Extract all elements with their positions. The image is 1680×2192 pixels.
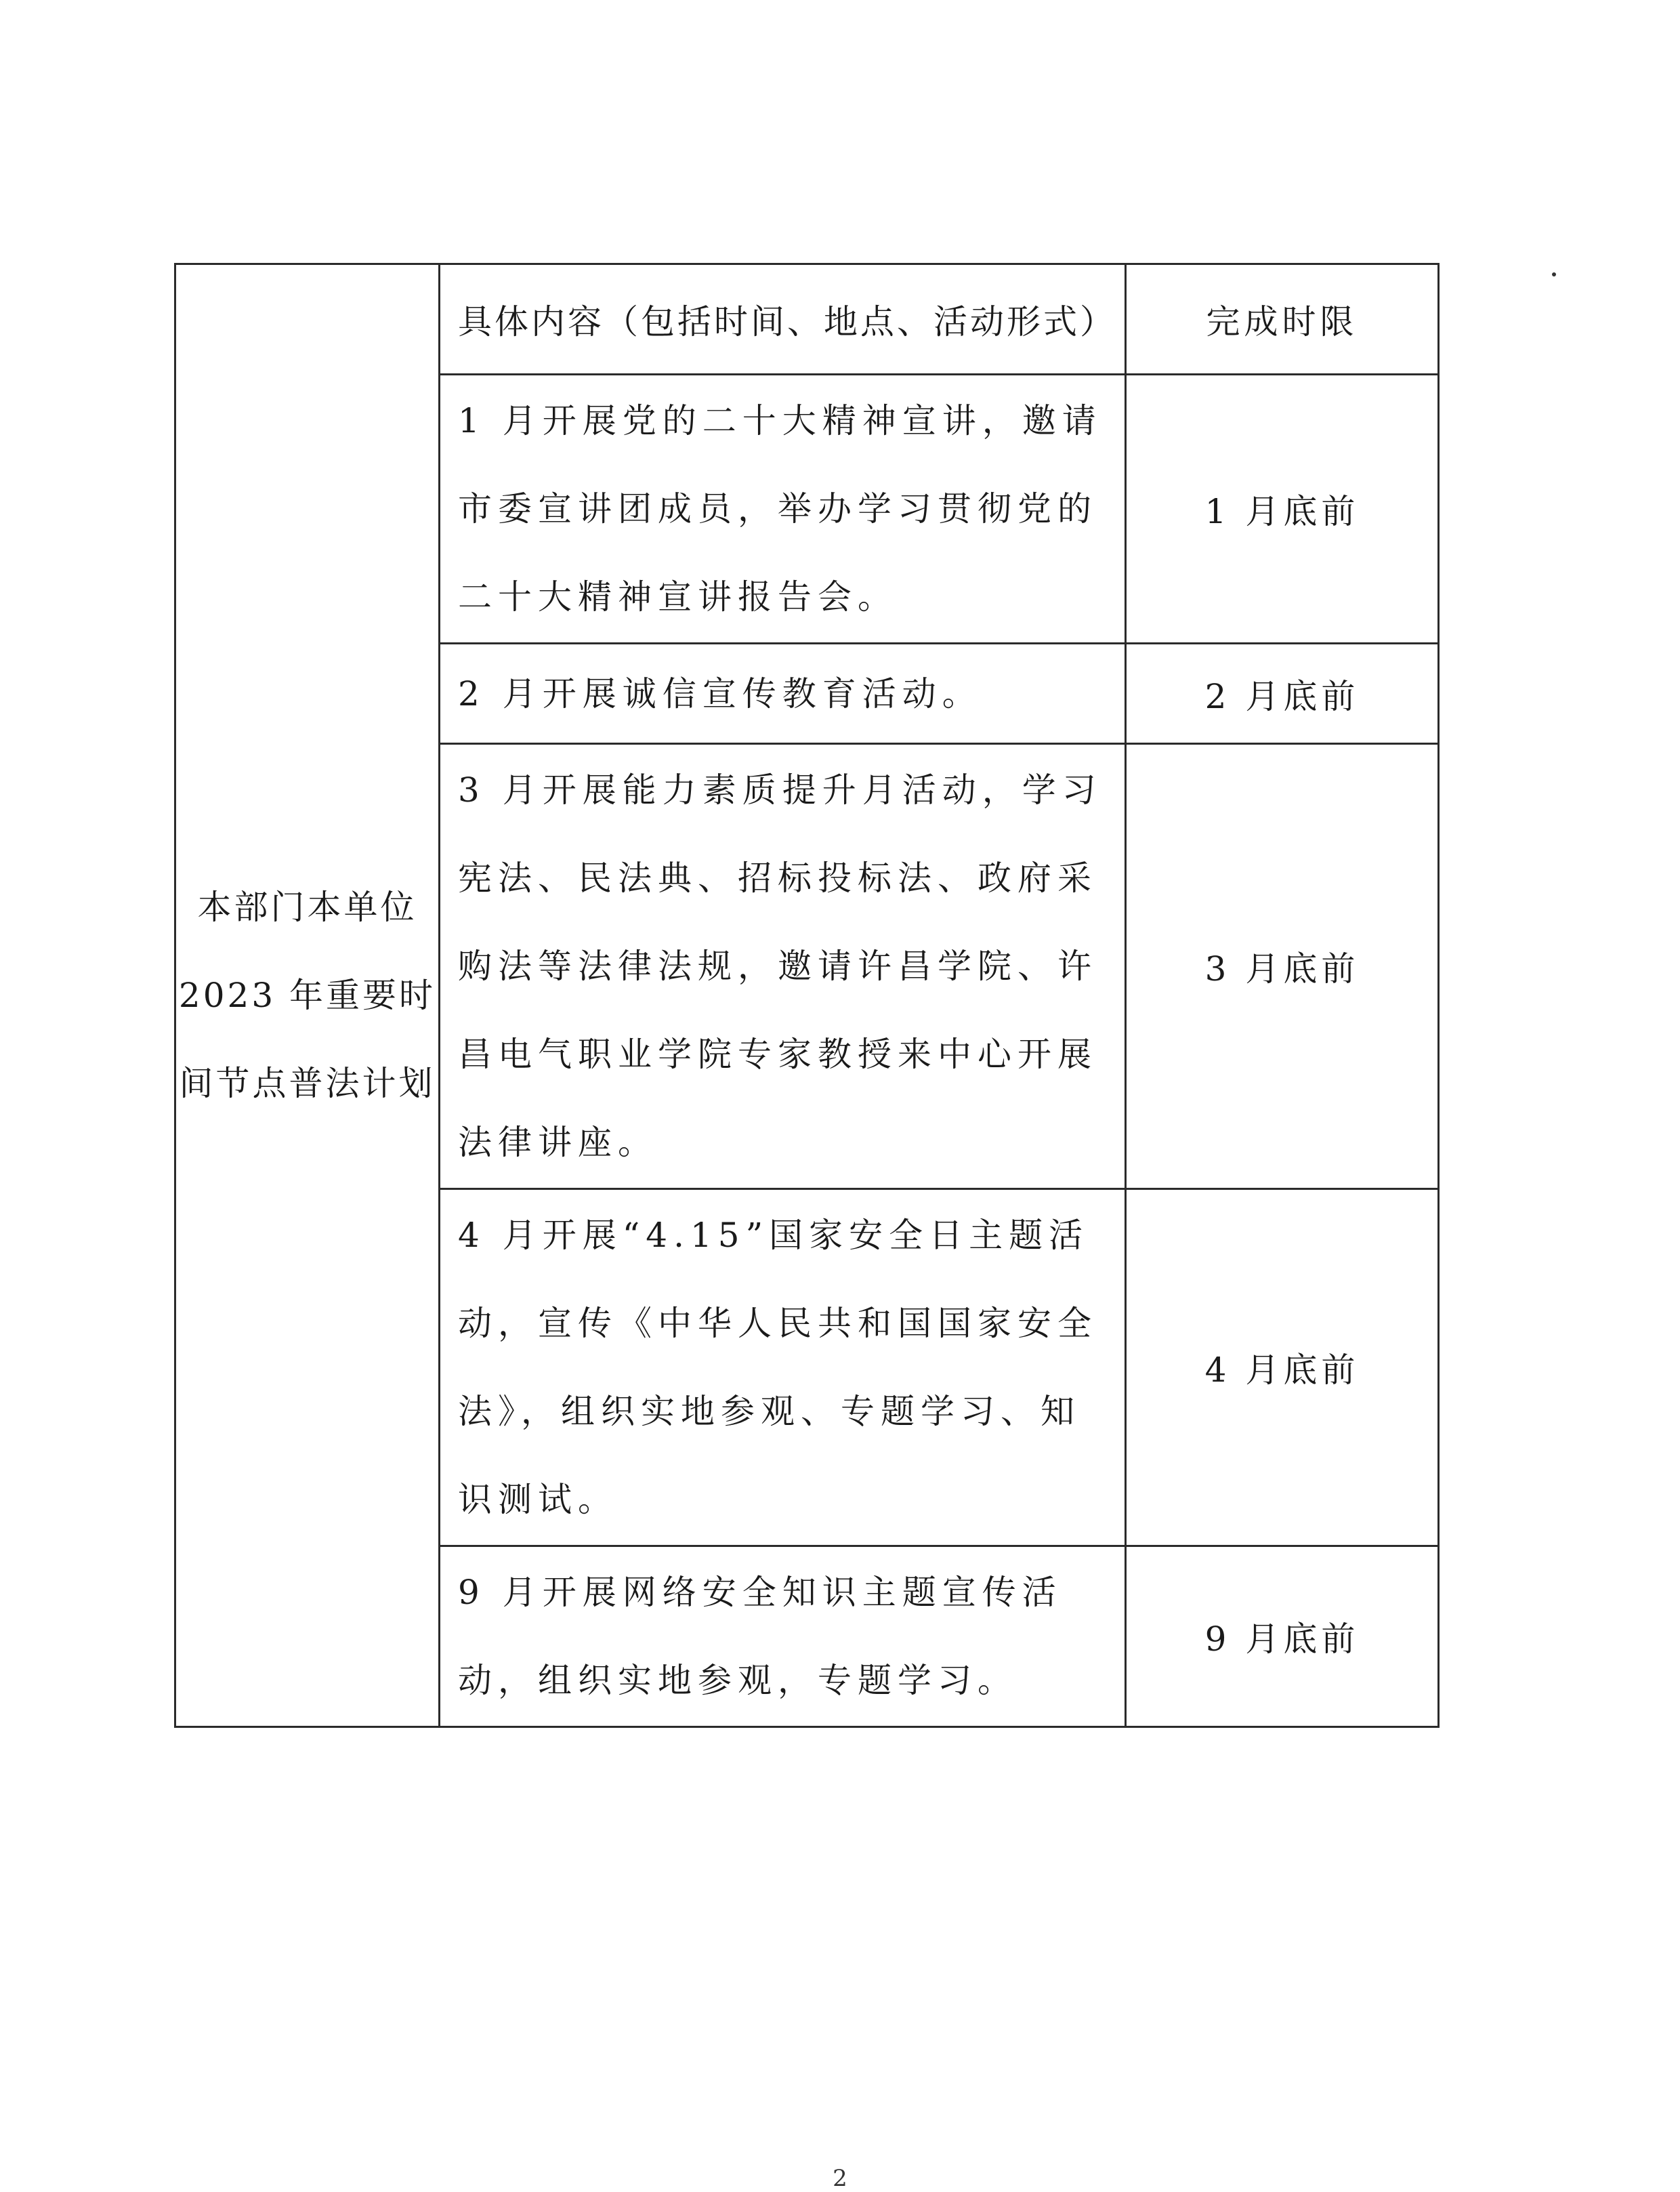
row-deadline: 9 月底前 (1126, 1546, 1439, 1727)
plan-table (174, 263, 1440, 1728)
row-content: 9 月开展网络安全知识主题宣传活动，组织实地参观，专题学习。 (440, 1546, 1126, 1727)
row-deadline: 1 月底前 (1126, 375, 1439, 644)
header-deadline: 完成时限 (1126, 264, 1439, 375)
row-content: 3 月开展能力素质提升月活动，学习宪法、民法典、招标投标法、政府采购法等法律法规，邀请许昌学院、许昌电气职业学院专家教授来中心开展法律讲座。 (440, 744, 1126, 1189)
row-label-cell (175, 264, 440, 1727)
scan-speck (1552, 272, 1556, 276)
page-number: 2 (833, 2165, 847, 2192)
row-content: 4 月开展“4.15”国家安全日主题活动，宣传《中华人民共和国国家安全法》，组织实地参观、专题学习、知识测试。 (440, 1189, 1126, 1546)
row-content: 2 月开展诚信宣传教育活动。 (440, 644, 1126, 744)
table-header-row (175, 264, 1439, 375)
row-content: 1 月开展党的二十大精神宣讲，邀请市委宣讲团成员，举办学习贯彻党的二十大精神宣讲报告会。 (440, 375, 1126, 644)
row-label-line: 间节点普法计划 (179, 1064, 436, 1103)
row-deadline: 3 月底前 (1126, 744, 1439, 1189)
row-label-line: 2023 年重要时 (178, 976, 436, 1015)
row-label-line: 本部门本单位 (197, 888, 417, 927)
header-content: 具体内容（包括时间、地点、活动形式） (440, 264, 1126, 375)
row-deadline: 2 月底前 (1126, 644, 1439, 744)
row-deadline: 4 月底前 (1126, 1189, 1439, 1546)
